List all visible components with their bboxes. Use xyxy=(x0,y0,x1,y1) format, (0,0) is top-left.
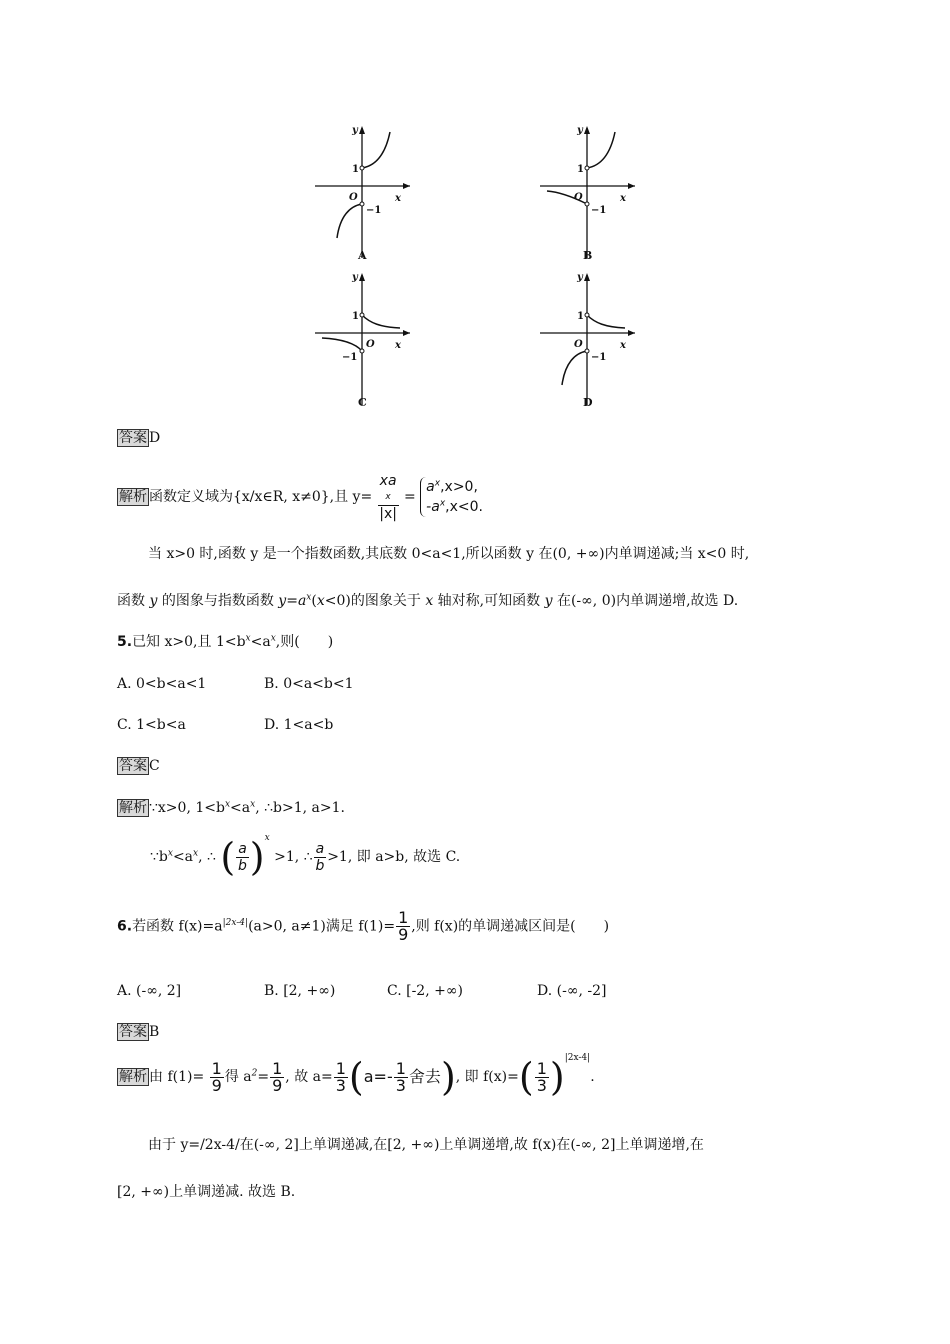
three: 3 xyxy=(395,1075,406,1095)
svg-text:y: y xyxy=(352,272,358,283)
svg-text:O: O xyxy=(366,339,375,350)
q6-option-b: B. [2, +∞) xyxy=(264,983,336,999)
frac-den: |x| xyxy=(379,505,397,522)
three: 3 xyxy=(536,1075,547,1095)
q4-analysis: 解析 函数定义域为{x/x∈R, x≠0},且 y= xa x |x| = $a^x,x>0$, $-a^x,x<0$. xyxy=(119,472,483,522)
case2-rest: ,x<0. xyxy=(445,499,483,515)
case1: a xyxy=(426,479,435,495)
a1: 由 f(1)= xyxy=(149,1069,205,1085)
q5-stem-mid: <a xyxy=(250,634,271,650)
q5-stem-end: ,则( ) xyxy=(275,634,334,650)
a2-comma: , ∴ xyxy=(198,849,216,865)
svg-text:C: C xyxy=(358,396,367,409)
one: 1 xyxy=(272,1058,283,1078)
q6-stem-mid: (a>0, a≠1)满足 f(1)= xyxy=(248,918,396,935)
frac-den: 9 xyxy=(398,925,409,944)
q5-analysis1-end: , ∴b>1, a>1. xyxy=(255,800,345,816)
one: 1 xyxy=(335,1058,346,1078)
frac-b: b xyxy=(315,857,325,874)
a2-mid: <a xyxy=(172,849,194,865)
three: 3 xyxy=(335,1075,346,1095)
svg-text:x: x xyxy=(620,340,626,351)
a8-sup: |2x-4| xyxy=(564,1053,591,1063)
analysis-tag: 解析 xyxy=(119,800,147,816)
svg-text:1: 1 xyxy=(577,311,584,322)
svg-text:1: 1 xyxy=(352,164,359,175)
q5-answer xyxy=(117,757,160,775)
analysis-intro: 函数定义域为{x/x∈R, x≠0},且 y= xyxy=(149,489,373,505)
q5-stem-text: 已知 x>0,且 1<b xyxy=(132,634,246,650)
frac-b: b xyxy=(238,857,247,874)
svg-text:1: 1 xyxy=(352,311,359,322)
a2-tail1: >1, ∴ xyxy=(274,849,313,865)
svg-text:x: x xyxy=(395,340,401,351)
q6-stem-pre: 若函数 f(x)=a xyxy=(132,918,223,935)
frac-a: a xyxy=(315,840,325,857)
svg-text:−1: −1 xyxy=(342,352,358,363)
svg-text:x: x xyxy=(395,193,401,204)
frac-num: 1 xyxy=(398,908,409,927)
svg-text:−1: −1 xyxy=(366,205,382,216)
q6-line1: 由于 y=/2x-4/在(-∞, 2]上单调递减,在[2, +∞)上单调递增,故 f(x)在(-∞, 2]上单调递增,在 xyxy=(148,1137,704,1153)
a5: a=- xyxy=(363,1067,393,1086)
svg-text:y: y xyxy=(577,125,583,136)
answer-value: B xyxy=(149,1024,160,1040)
a2-tail2: >1, 即 a>b, 故选 C. xyxy=(327,849,461,865)
q4-line2: 函数 y 的图象与指数函数 $y=a^x(x<0)$的图象关于 x 轴对称,可知函数 y 在(-∞, 0)内单调递增,故选 D. xyxy=(117,592,739,609)
sup-2: 2 xyxy=(251,1068,258,1079)
q5-number: 5. xyxy=(117,634,133,650)
q4-answer xyxy=(117,429,160,447)
frac-num: xa xyxy=(379,472,397,489)
q5-option-c: C. 1<b<a xyxy=(117,717,186,733)
fraction xyxy=(378,473,399,522)
answer-tag: 答案 xyxy=(119,430,147,446)
q5-analysis-line2: $\because b^x<a^x$, ∴ ( $\frac{a}{b}$ )$^x$ >1, ∴ $\frac{a}{b}$ >1, 即 a>b, 故选 C. xyxy=(150,833,461,879)
a6: 舍去 xyxy=(408,1067,441,1086)
frac-num-sup: x xyxy=(385,491,391,502)
q6-option-d: D. (-∞, -2] xyxy=(537,983,607,999)
one: 1 xyxy=(211,1058,222,1078)
svg-text:O: O xyxy=(574,192,583,203)
a2-pre: ∵b xyxy=(150,849,168,865)
graph-b xyxy=(525,118,645,268)
q5-analysis1-mid: <a xyxy=(230,800,251,816)
one: 1 xyxy=(536,1058,547,1078)
svg-text:1: 1 xyxy=(577,164,584,175)
q5-analysis1: ∵x>0, 1<b xyxy=(149,800,225,816)
svg-text:O: O xyxy=(574,339,583,350)
sup-x: x xyxy=(224,799,231,810)
svg-text:−1: −1 xyxy=(591,205,607,216)
a2: 得 a xyxy=(224,1069,252,1085)
sup-x: x xyxy=(250,799,256,810)
a7: , 即 f(x)= xyxy=(455,1069,519,1085)
sup-x: x xyxy=(245,633,251,644)
svg-text:B: B xyxy=(583,249,593,262)
nine: 9 xyxy=(272,1075,283,1095)
q5-option-d: D. 1<a<b xyxy=(264,717,334,733)
a9: . xyxy=(590,1069,595,1085)
answer-tag: 答案 xyxy=(119,758,147,774)
answer-value: D xyxy=(149,430,161,446)
one: 1 xyxy=(395,1058,406,1078)
svg-text:y: y xyxy=(352,125,358,136)
svg-text:A: A xyxy=(358,249,367,262)
q5-option-b: B. 0<a<b<1 xyxy=(264,676,354,692)
q6-number: 6. xyxy=(117,918,133,935)
case2: -a xyxy=(426,499,440,515)
q6-line2: [2, +∞)上单调递减. 故选 B. xyxy=(117,1184,296,1200)
case1-rest: ,x>0, xyxy=(440,479,478,495)
q6-stem-end: ,则 f(x)的单调递减区间是( ) xyxy=(411,918,610,935)
q6-stem xyxy=(117,910,609,954)
q6-answer xyxy=(117,1023,159,1041)
q6-option-c: C. [-2, +∞) xyxy=(387,983,463,999)
q4-line1: 当 x>0 时,函数 y 是一个指数函数,其底数 0<a<1,所以函数 y 在(0, +∞)内单调递减;当 x<0 时, xyxy=(148,546,750,562)
graph-c xyxy=(300,265,420,415)
svg-text:x: x xyxy=(620,193,626,204)
sup-x: x xyxy=(270,633,276,644)
q5-stem xyxy=(117,633,333,651)
answer-value: C xyxy=(149,758,160,774)
q5-option-a: A. 0<b<a<1 xyxy=(117,676,207,692)
a3: = xyxy=(257,1069,270,1085)
svg-text:O: O xyxy=(349,192,358,203)
nine: 9 xyxy=(211,1075,222,1095)
graph-a xyxy=(300,118,420,268)
answer-tag: 答案 xyxy=(119,1024,147,1040)
analysis-tag: 解析 xyxy=(119,1069,147,1085)
graph-d xyxy=(525,265,645,415)
svg-text:y: y xyxy=(577,272,583,283)
a4: , 故 a= xyxy=(285,1069,333,1085)
q5-analysis xyxy=(117,799,345,817)
q6-exp: |2x-4| xyxy=(222,917,249,928)
piecewise: $a^x,x>0$, $-a^x,x<0$. xyxy=(420,477,483,517)
q6-option-a: A. (-∞, 2] xyxy=(117,983,182,999)
frac-a: a xyxy=(238,840,247,857)
analysis-tag: 解析 xyxy=(119,489,147,505)
svg-text:−1: −1 xyxy=(591,352,607,363)
q6-analysis: 解析 由 f(1)= $\frac{1}{9}$ 得 $a^2=$ $\frac{1}{9}$ , 故 a= $\frac{1}{3}$ (a=- $\frac{1}{3}$ 舍去), 即 f(x)=( $\frac{1}{3}$ )$^{|2x-4|}$. xyxy=(119,1053,595,1099)
svg-text:D: D xyxy=(583,396,593,409)
